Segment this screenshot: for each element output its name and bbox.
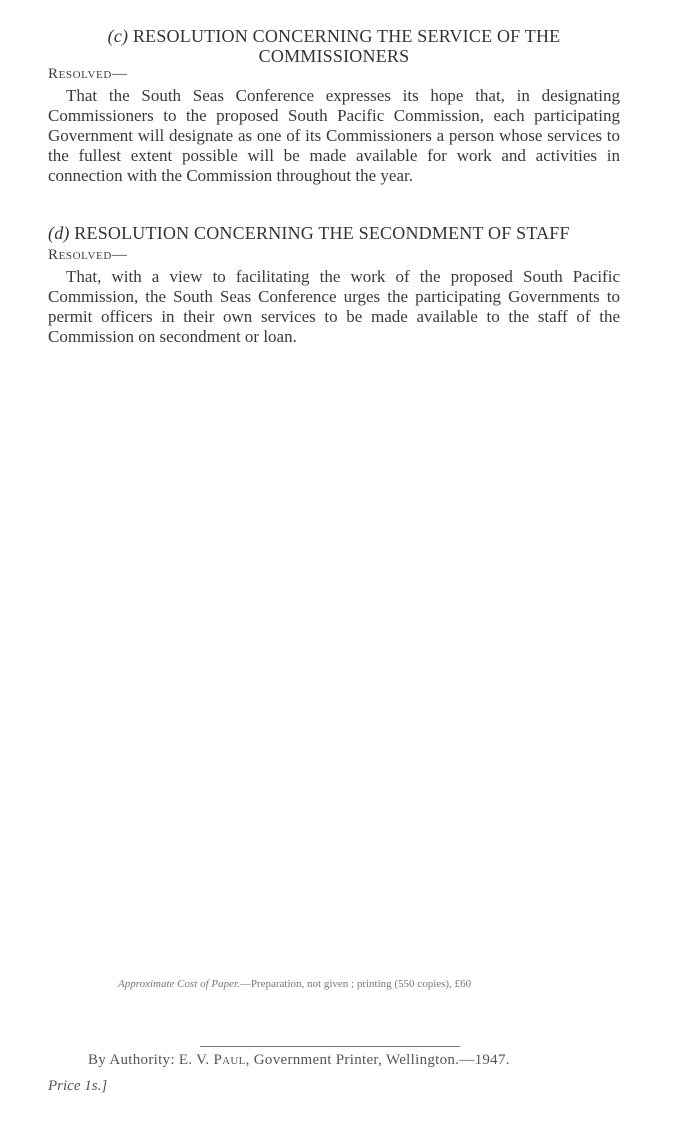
cost-label: Approximate Cost of Paper. [118, 978, 240, 990]
section-c-heading [48, 26, 620, 66]
section-c-resolved-label: Resolved— [48, 66, 128, 82]
authority-prefix: By Authority: [88, 1052, 175, 1068]
section-d-heading-text: RESOLUTION CONCERNING THE SECONDMENT OF STAFF [74, 223, 570, 243]
printer-rest: Government Printer, Wellington.—1947. [253, 1052, 510, 1068]
printer-surname: Paul, [213, 1052, 250, 1068]
section-d-resolved-label: Resolved— [48, 247, 128, 263]
printer-initials: E. V. [178, 1052, 210, 1068]
section-d-letter: (d) [48, 223, 70, 243]
section-c-heading-line1: RESOLUTION CONCERNING THE SERVICE OF THE [132, 26, 561, 46]
section-d-body: That, with a view to facilitating the work of the proposed South Pacific Commission, the South Seas Conference urges the participating Governments to permit officers in their own services to be made available to the staff of the Commission on secondment or loan. [48, 267, 620, 346]
section-c-letter: (c) [107, 26, 129, 46]
section-c-heading-line2: COMMISSIONERS [258, 46, 410, 66]
price-note: Price 1s.] [48, 1078, 108, 1094]
authority-line [88, 1052, 648, 1069]
cost-text: —Preparation, not given ; printing (550 copies), £60 [239, 978, 472, 990]
cost-of-paper-note [118, 978, 638, 990]
footer-divider [200, 1046, 460, 1047]
section-c-body: That the South Seas Conference expresses its hope that, in designating Commissioners to the proposed South Pacific Commission, each participating Government will designate as one of its Commissioners a person whose services to the fullest extent possible will be made available for work and activities in connection with the Commission throughout the year. [48, 86, 620, 185]
section-d-heading [48, 223, 620, 243]
